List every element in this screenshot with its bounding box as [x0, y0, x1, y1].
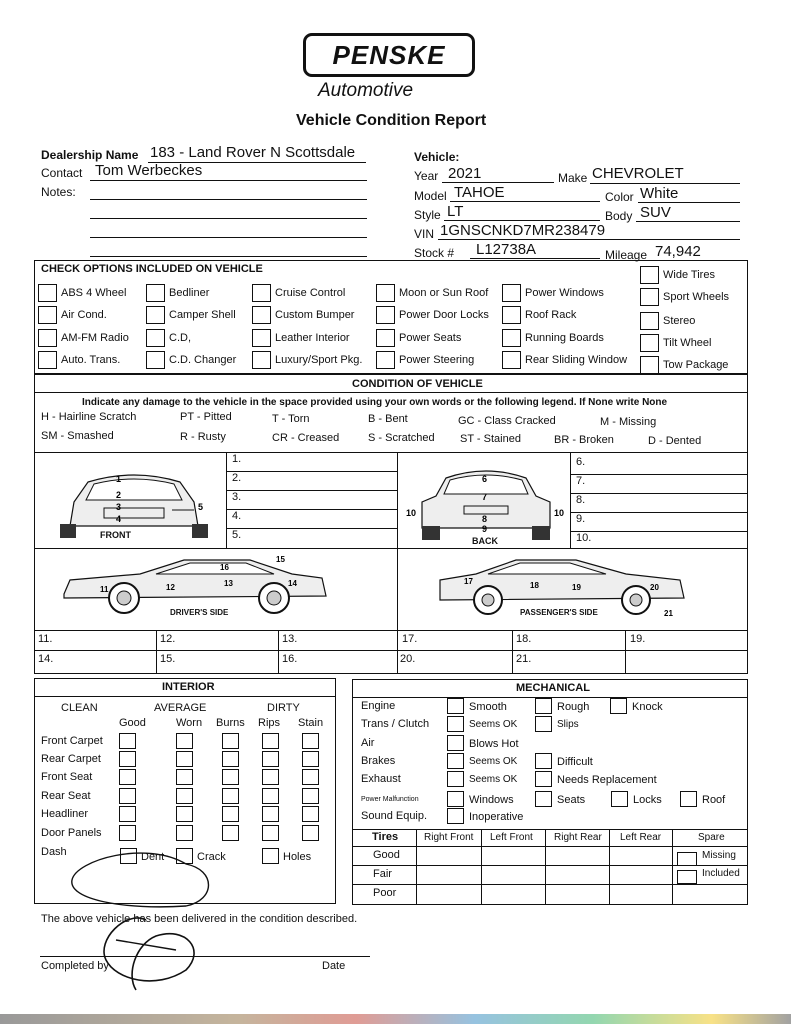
interior-checkbox[interactable]	[302, 733, 319, 749]
driver-mark-12: 12	[166, 583, 175, 592]
option-checkbox[interactable]	[38, 329, 57, 347]
report-title: Vehicle Condition Report	[296, 112, 487, 129]
mechanical-checkbox[interactable]	[447, 771, 464, 787]
driver-mark-16: 16	[220, 563, 229, 572]
dash-checkbox[interactable]	[262, 848, 279, 864]
make-value: CHEVROLET	[592, 165, 684, 182]
interior-group-header: CLEAN	[61, 702, 98, 714]
contact-label: Contact	[41, 166, 83, 180]
option-label: Luxury/Sport Pkg.	[275, 354, 363, 366]
damage-cell: 12.	[160, 633, 176, 645]
passenger-mark-18: 18	[530, 581, 539, 590]
mechanical-checkbox[interactable]	[535, 791, 552, 807]
option-label: Moon or Sun Roof	[399, 287, 489, 299]
mileage-label: Mileage	[605, 248, 648, 262]
legend-item: CR - Creased	[272, 432, 340, 444]
tires-label: Tires	[372, 831, 399, 843]
interior-row-label: Headliner	[41, 808, 89, 820]
option-checkbox[interactable]	[640, 356, 659, 374]
spare-option-label: Included	[702, 868, 740, 879]
condition-instruction: Indicate any damage to the vehicle in the space provided using your own words or the following legend. If None write None	[82, 397, 668, 408]
mechanical-row-label: Engine	[361, 700, 396, 712]
mileage-value: 74,942	[655, 243, 701, 260]
interior-checkbox[interactable]	[119, 806, 136, 822]
interior-checkbox[interactable]	[176, 825, 193, 841]
interior-checkbox[interactable]	[302, 751, 319, 767]
passenger-mark-21: 21	[664, 609, 673, 616]
option-label: Roof Rack	[525, 309, 577, 321]
interior-row-label: Rear Seat	[41, 790, 91, 802]
option-label: Wide Tires	[663, 269, 715, 281]
option-label: Tilt Wheel	[663, 337, 712, 349]
mechanical-heading: MECHANICAL	[516, 682, 590, 694]
legend-item: H - Hairline Scratch	[41, 411, 137, 423]
option-checkbox[interactable]	[252, 351, 271, 369]
option-label: Cruise Control	[275, 287, 346, 299]
damage-cell: 19.	[630, 633, 646, 645]
interior-checkbox[interactable]	[119, 733, 136, 749]
option-checkbox[interactable]	[502, 329, 521, 347]
damage-number: 1.	[232, 453, 242, 465]
dealership-value: 183 - Land Rover N Scottsdale	[150, 144, 356, 161]
options-heading: CHECK OPTIONS INCLUDED ON VEHICLE	[41, 263, 263, 275]
front-mark-5: 5	[198, 502, 204, 512]
passenger-caption: PASSENGER'S SIDE	[520, 608, 598, 617]
back-caption: BACK	[472, 536, 498, 546]
style-value: LT	[447, 203, 464, 220]
interior-checkbox[interactable]	[222, 769, 239, 785]
mechanical-option-label: Windows	[469, 794, 514, 806]
option-checkbox[interactable]	[640, 334, 659, 352]
back-mark-10-right: 10	[554, 508, 565, 518]
interior-col-header: Worn	[176, 717, 203, 729]
color-value: White	[640, 185, 679, 202]
damage-number: 6.	[576, 456, 586, 468]
interior-checkbox[interactable]	[302, 825, 319, 841]
legend-item: SM - Smashed	[41, 430, 114, 442]
damage-number: 5.	[232, 529, 242, 541]
mechanical-checkbox[interactable]	[447, 735, 464, 751]
legend-item: B - Bent	[368, 413, 408, 425]
mechanical-option-label: Seems OK	[469, 774, 518, 785]
passenger-mark-17: 17	[464, 577, 473, 586]
interior-checkbox[interactable]	[222, 733, 239, 749]
dash-option-label: Crack	[197, 851, 226, 863]
interior-checkbox[interactable]	[222, 806, 239, 822]
interior-row-label: Front Seat	[41, 771, 93, 783]
interior-col-header: Rips	[258, 717, 281, 729]
legend-item: S - Scratched	[368, 432, 435, 444]
interior-checkbox[interactable]	[119, 825, 136, 841]
front-caption: FRONT	[100, 530, 131, 540]
mechanical-row-label: Trans / Clutch	[361, 718, 430, 730]
interior-checkbox[interactable]	[262, 751, 279, 767]
mechanical-row-label: Power Malfunction	[361, 796, 419, 803]
option-label: Air Cond.	[61, 309, 107, 321]
body-value: SUV	[640, 204, 671, 221]
interior-checkbox[interactable]	[222, 825, 239, 841]
front-mark-3: 3	[116, 502, 122, 512]
style-label: Style	[414, 208, 441, 222]
legend-item: D - Dented	[648, 435, 702, 447]
delivery-statement: The above vehicle has been delivered in the condition described.	[41, 913, 358, 925]
damage-number: 9.	[576, 513, 586, 525]
tire-row-label: Fair	[373, 868, 392, 880]
legend-item: PT - Pitted	[180, 411, 232, 423]
damage-cell: 15.	[160, 653, 176, 665]
mechanical-checkbox[interactable]	[447, 698, 464, 714]
driver-mark-13: 13	[224, 579, 233, 588]
tire-row-label: Good	[373, 849, 400, 861]
legend-item: ST - Stained	[460, 433, 521, 445]
option-label: Stereo	[663, 315, 696, 327]
option-checkbox[interactable]	[640, 312, 659, 330]
spare-option-label: Missing	[702, 850, 736, 861]
mechanical-checkbox[interactable]	[447, 791, 464, 807]
damage-cell: 11.	[38, 633, 53, 645]
penske-logo	[303, 33, 475, 77]
tire-col-header: Spare	[698, 832, 725, 843]
damage-cell: 16.	[282, 653, 298, 665]
condition-heading: CONDITION OF VEHICLE	[352, 378, 483, 390]
interior-checkbox[interactable]	[302, 806, 319, 822]
interior-checkbox[interactable]	[176, 751, 193, 767]
interior-checkbox[interactable]	[262, 806, 279, 822]
mechanical-option-label: Blows Hot	[469, 738, 519, 750]
model-label: Model	[414, 189, 447, 203]
option-checkbox[interactable]	[252, 306, 271, 324]
interior-col-header: Good	[119, 717, 146, 729]
passenger-mark-19: 19	[572, 583, 581, 592]
option-checkbox[interactable]	[376, 284, 395, 302]
option-checkbox[interactable]	[502, 351, 521, 369]
year-value: 2021	[448, 165, 482, 182]
interior-checkbox[interactable]	[302, 788, 319, 804]
mechanical-checkbox[interactable]	[447, 753, 464, 769]
option-label: Running Boards	[525, 332, 604, 344]
option-checkbox[interactable]	[146, 329, 165, 347]
option-label: Sport Wheels	[663, 291, 730, 303]
option-label: Power Steering	[399, 354, 475, 366]
mechanical-option-label: Seats	[557, 794, 586, 806]
back-mark-10-left: 10	[406, 508, 417, 518]
option-checkbox[interactable]	[146, 351, 165, 369]
mechanical-row-label: Exhaust	[361, 773, 401, 785]
option-checkbox[interactable]	[38, 351, 57, 369]
option-label: Leather Interior	[275, 332, 350, 344]
option-checkbox[interactable]	[146, 284, 165, 302]
mechanical-option-label: Slips	[557, 719, 579, 730]
damage-number: 4.	[232, 510, 242, 522]
back-mark-6: 6	[482, 474, 488, 484]
damage-cell: 21.	[516, 653, 532, 665]
completed-by-label: Completed by	[41, 960, 109, 972]
damage-number: 3.	[232, 491, 242, 503]
option-checkbox[interactable]	[640, 288, 659, 306]
mechanical-checkbox[interactable]	[447, 716, 464, 732]
front-mark-1: 1	[116, 474, 122, 484]
interior-col-header: Stain	[298, 717, 324, 729]
driver-mark-14: 14	[288, 579, 297, 588]
legend-item: M - Missing	[600, 416, 657, 428]
interior-group-header: AVERAGE	[154, 702, 207, 714]
year-label: Year	[414, 169, 439, 183]
interior-checkbox[interactable]	[176, 806, 193, 822]
legend-item: BR - Broken	[554, 434, 614, 446]
mechanical-checkbox[interactable]	[680, 791, 697, 807]
dealership-label: Dealership Name	[41, 148, 139, 162]
front-mark-2: 2	[116, 490, 122, 500]
option-checkbox[interactable]	[146, 306, 165, 324]
spare-checkbox[interactable]	[677, 852, 697, 866]
option-label: Power Seats	[399, 332, 462, 344]
option-label: Tow Package	[663, 359, 729, 371]
front-mark-4: 4	[116, 514, 122, 524]
interior-col-header: Burns	[216, 717, 245, 729]
notes-label: Notes:	[41, 185, 76, 199]
option-checkbox[interactable]	[376, 329, 395, 347]
interior-checkbox[interactable]	[222, 788, 239, 804]
contact-value: Tom Werbeckes	[95, 162, 203, 179]
vin-label: VIN	[414, 227, 435, 241]
mechanical-option-label: Locks	[633, 794, 662, 806]
option-label: C.D. Changer	[169, 354, 237, 366]
back-mark-8: 8	[482, 514, 488, 524]
option-label: AM-FM Radio	[61, 332, 129, 344]
option-checkbox[interactable]	[38, 306, 57, 324]
stock-label: Stock #	[414, 246, 455, 260]
mechanical-option-label: Smooth	[469, 701, 507, 713]
color-label: Color	[605, 190, 634, 204]
interior-checkbox[interactable]	[262, 733, 279, 749]
mechanical-option-label: Rough	[557, 701, 590, 713]
passenger-side-diagram	[436, 556, 686, 616]
option-label: Power Door Locks	[399, 309, 489, 321]
back-mark-7: 7	[482, 492, 488, 502]
damage-cell: 20.	[400, 653, 416, 665]
mechanical-option-label: Knock	[632, 701, 663, 713]
spare-checkbox[interactable]	[677, 870, 697, 884]
mechanical-option-label: Seems OK	[469, 756, 518, 767]
interior-checkbox[interactable]	[302, 769, 319, 785]
interior-heading: INTERIOR	[162, 681, 215, 693]
mechanical-row-label: Brakes	[361, 755, 396, 767]
stock-value: L12738A	[476, 241, 537, 258]
front-view-diagram	[48, 462, 220, 544]
mechanical-checkbox[interactable]	[535, 716, 552, 732]
interior-checkbox[interactable]	[176, 788, 193, 804]
damage-number: 7.	[576, 475, 586, 487]
body-label: Body	[605, 209, 633, 223]
mechanical-option-label: Difficult	[557, 756, 593, 768]
interior-checkbox[interactable]	[262, 769, 279, 785]
interior-checkbox[interactable]	[262, 788, 279, 804]
brand-text: PENSKE	[332, 40, 446, 70]
mechanical-row-label: Air	[361, 737, 375, 749]
mechanical-option-label: Seems OK	[469, 719, 518, 730]
mechanical-checkbox[interactable]	[535, 698, 552, 714]
option-label: Power Windows	[525, 287, 604, 299]
mechanical-option-label: Roof	[702, 794, 726, 806]
interior-row-label: Door Panels	[41, 827, 102, 839]
driver-side-diagram	[60, 554, 330, 616]
damage-number: 8.	[576, 494, 586, 506]
option-checkbox[interactable]	[38, 284, 57, 302]
back-view-diagram	[404, 462, 570, 544]
option-checkbox[interactable]	[252, 284, 271, 302]
tire-row-label: Poor	[373, 887, 397, 899]
subbrand-text: Automotive	[318, 80, 414, 101]
interior-checkbox[interactable]	[119, 769, 136, 785]
tire-col-header: Left Front	[490, 832, 533, 843]
passenger-mark-20: 20	[650, 583, 659, 592]
tire-col-header: Right Front	[424, 832, 474, 843]
damage-cell: 18.	[516, 633, 532, 645]
mechanical-checkbox[interactable]	[611, 791, 628, 807]
legend-item: R - Rusty	[180, 431, 226, 443]
interior-row-label: Front Carpet	[41, 735, 103, 747]
interior-row-label: Dash	[41, 846, 67, 858]
dash-option-label: Holes	[283, 851, 312, 863]
make-label: Make	[558, 171, 588, 185]
damage-cell: 14.	[38, 653, 54, 665]
vin-value: 1GNSCNKD7MR238479	[440, 222, 606, 239]
interior-checkbox[interactable]	[176, 769, 193, 785]
option-label: Bedliner	[169, 287, 210, 299]
interior-row-label: Rear Carpet	[41, 753, 101, 765]
option-label: Camper Shell	[169, 309, 236, 321]
option-label: Auto. Trans.	[61, 354, 121, 366]
damage-cell: 17.	[402, 633, 418, 645]
damage-number: 2.	[232, 472, 242, 484]
mechanical-checkbox[interactable]	[447, 808, 464, 824]
vehicle-heading: Vehicle:	[414, 150, 460, 164]
damage-number: 10.	[576, 532, 592, 544]
interior-checkbox[interactable]	[119, 788, 136, 804]
signature	[66, 840, 226, 1000]
option-checkbox[interactable]	[252, 329, 271, 347]
mechanical-checkbox[interactable]	[610, 698, 627, 714]
mechanical-checkbox[interactable]	[535, 771, 552, 787]
option-checkbox[interactable]	[376, 351, 395, 369]
tire-col-header: Left Rear	[620, 832, 662, 843]
interior-checkbox[interactable]	[119, 751, 136, 767]
option-label: ABS 4 Wheel	[61, 287, 127, 299]
option-checkbox[interactable]	[376, 306, 395, 324]
option-label: C.D,	[169, 332, 191, 344]
tire-col-header: Right Rear	[554, 832, 602, 843]
date-label: Date	[322, 960, 346, 972]
model-value: TAHOE	[454, 184, 505, 201]
mechanical-option-label: Needs Replacement	[557, 774, 657, 786]
mechanical-row-label: Sound Equip.	[361, 810, 428, 822]
interior-group-header: DIRTY	[267, 702, 300, 714]
dash-option-label: Dent	[141, 851, 165, 863]
damage-cell: 13.	[282, 633, 298, 645]
option-label: Custom Bumper	[275, 309, 355, 321]
scan-color-strip	[0, 1014, 791, 1024]
interior-checkbox[interactable]	[176, 733, 193, 749]
driver-mark-11: 11	[100, 585, 109, 594]
back-mark-9: 9	[482, 524, 488, 534]
interior-checkbox[interactable]	[262, 825, 279, 841]
legend-item: T - Torn	[272, 413, 310, 425]
legend-item: GC - Class Cracked	[458, 415, 556, 427]
mechanical-checkbox[interactable]	[535, 753, 552, 769]
option-checkbox[interactable]	[502, 306, 521, 324]
interior-checkbox[interactable]	[222, 751, 239, 767]
driver-caption: DRIVER'S SIDE	[170, 608, 229, 617]
option-checkbox[interactable]	[640, 266, 659, 284]
driver-mark-15: 15	[276, 555, 285, 564]
option-label: Rear Sliding Window	[525, 354, 628, 366]
option-checkbox[interactable]	[502, 284, 521, 302]
mechanical-option-label: Inoperative	[469, 811, 524, 823]
